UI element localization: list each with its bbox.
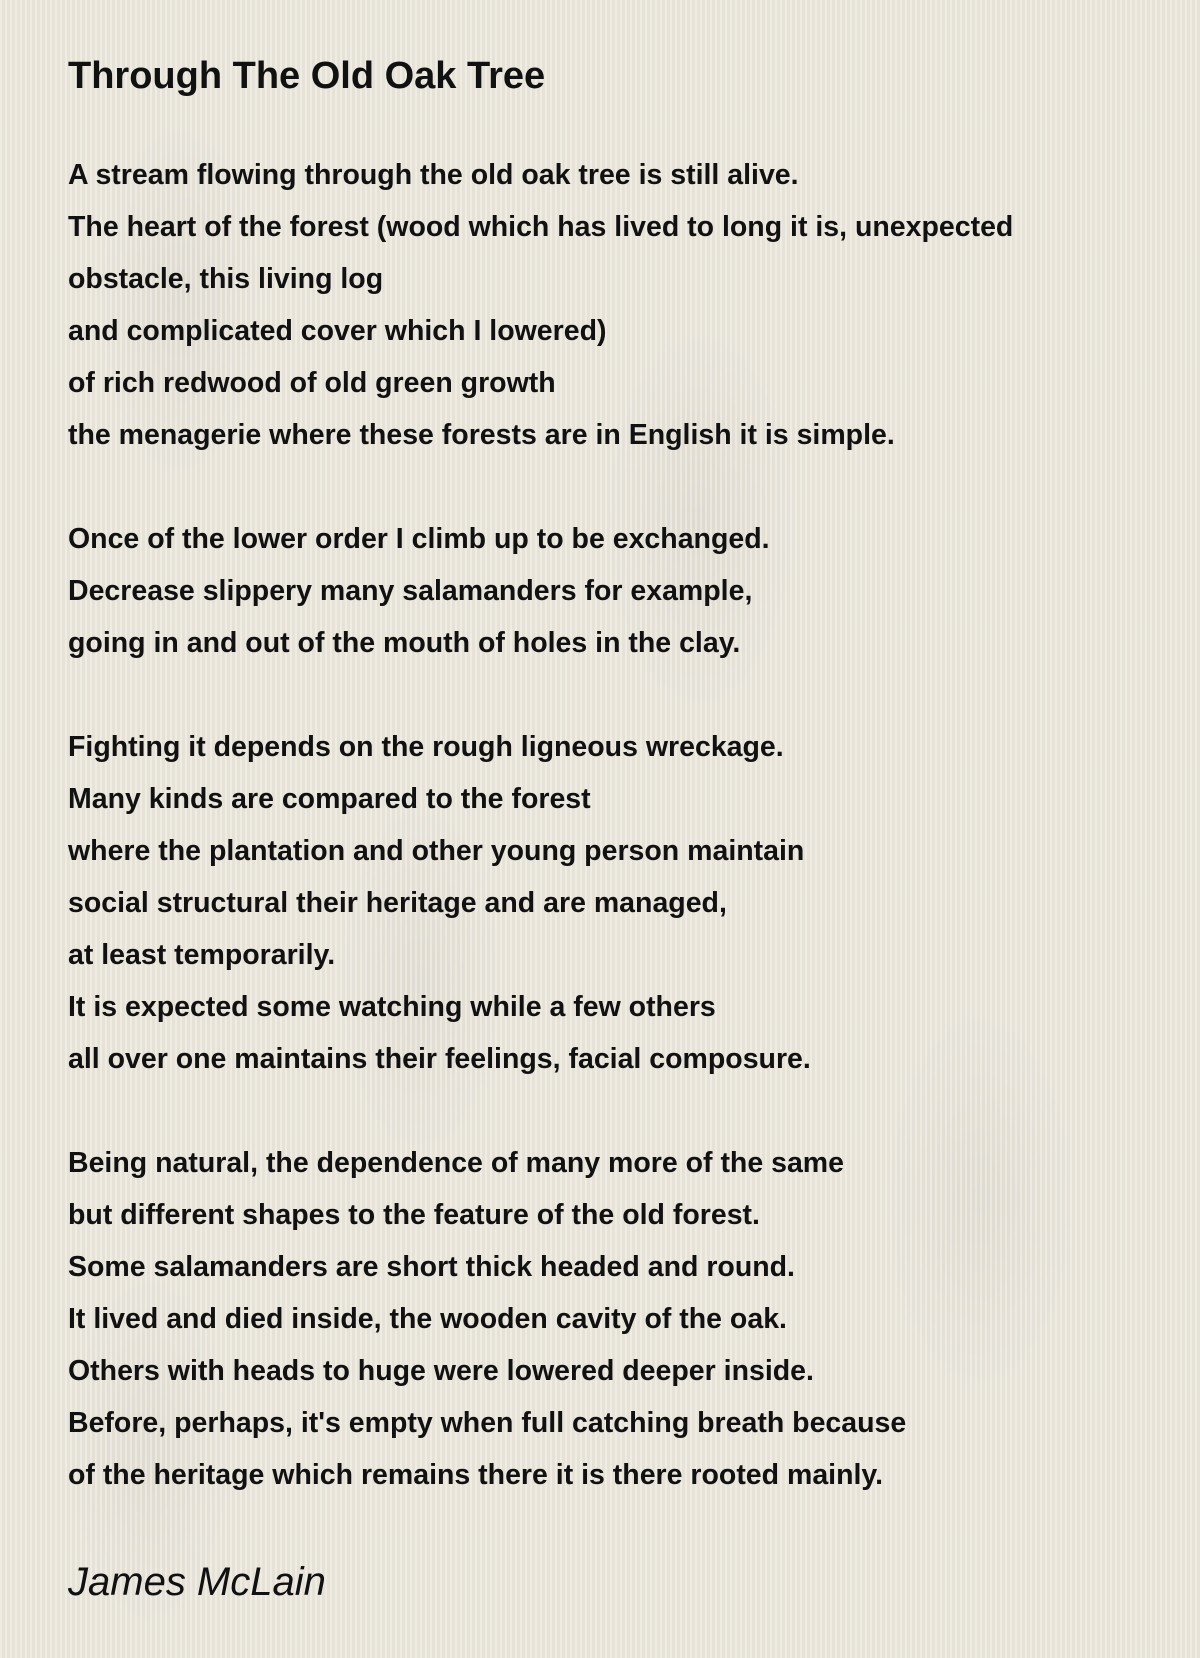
poem-line: A stream flowing through the old oak tree is still alive.: [68, 159, 799, 191]
poem-line: Others with heads to huge were lowered deeper inside.: [68, 1355, 814, 1387]
poem-body: [68, 149, 1013, 1553]
poem-line: Many kinds are compared to the forest: [68, 783, 591, 815]
poem-line: of rich redwood of old green growth: [68, 367, 556, 399]
poem-line: It lived and died inside, the wooden cavity of the oak.: [68, 1303, 787, 1335]
poem-line: Once of the lower order I climb up to be exchanged.: [68, 523, 770, 555]
poem-line: where the plantation and other young person maintain: [68, 835, 805, 867]
poem-line: and complicated cover which I lowered): [68, 315, 607, 347]
poem-line: The heart of the forest (wood which has lived to long it is, unexpected: [68, 211, 1014, 243]
stanza-3: [68, 721, 1013, 1085]
poem-line: at least temporarily.: [68, 939, 336, 971]
stanza-1: [68, 149, 1013, 461]
poem-line: Fighting it depends on the rough ligneous wreckage.: [68, 731, 784, 763]
poem-author: James McLain: [68, 1560, 326, 1604]
poem-line: Being natural, the dependence of many more of the same: [68, 1147, 844, 1179]
poem-line: all over one maintains their feelings, facial composure.: [68, 1043, 811, 1075]
poem-line: obstacle, this living log: [68, 263, 384, 295]
poem-line: the menagerie where these forests are in English it is simple.: [68, 419, 895, 451]
stanza-4: [68, 1137, 1013, 1501]
poem-title: Through The Old Oak Tree: [68, 55, 546, 97]
poem-line: but different shapes to the feature of the old forest.: [68, 1199, 760, 1231]
stanza-2: [68, 513, 1013, 669]
poem-line: of the heritage which remains there it is there rooted mainly.: [68, 1459, 884, 1491]
poem-line: going in and out of the mouth of holes in the clay.: [68, 627, 741, 659]
poem-line: social structural their heritage and are managed,: [68, 887, 727, 919]
poem-line: Before, perhaps, it's empty when full catching breath because: [68, 1407, 907, 1439]
poem-line: Decrease slippery many salamanders for example,: [68, 575, 753, 607]
poem-line: Some salamanders are short thick headed and round.: [68, 1251, 795, 1283]
poem-line: It is expected some watching while a few others: [68, 991, 716, 1023]
